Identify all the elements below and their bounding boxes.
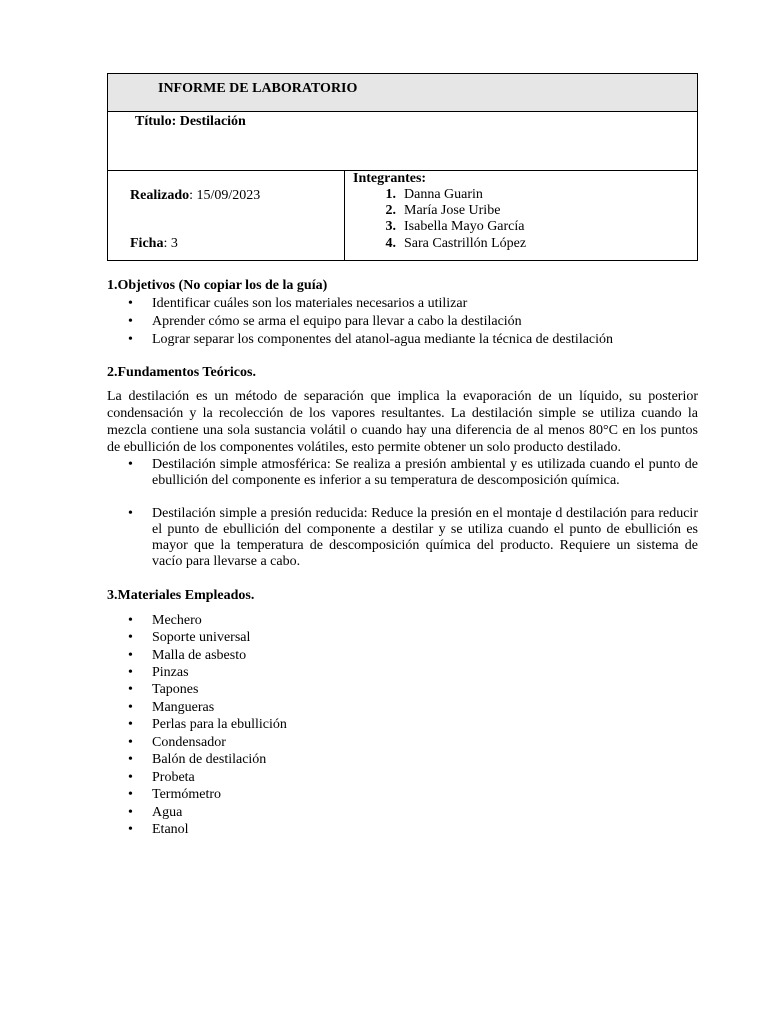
material-item (128, 648, 246, 664)
bullet-icon: • (128, 648, 133, 663)
bullet-icon: • (128, 630, 133, 645)
ficha-line (130, 236, 178, 252)
material-text: Etanol (152, 822, 189, 837)
material-text: Mangueras (152, 700, 215, 715)
member-item (371, 236, 526, 252)
bullet-icon: • (128, 822, 133, 837)
fundamento-item (128, 457, 698, 489)
header-subtitle-row (108, 111, 697, 171)
bullet-icon: • (128, 457, 133, 472)
section-fundamentos-title: 2.Fundamentos Teóricos. (107, 365, 256, 380)
member-name: Sara Castrillón López (404, 236, 527, 251)
material-item (128, 787, 221, 803)
member-name: Isabella Mayo García (404, 219, 525, 234)
fundamento-item (128, 506, 698, 570)
objetivo-text: Identificar cuáles son los materiales necesarios a utilizar (152, 296, 468, 311)
section-materiales-title: 3.Materiales Empleados. (107, 588, 255, 603)
integrantes-cell (344, 170, 697, 260)
member-name: María Jose Uribe (404, 203, 501, 218)
bullet-icon: • (128, 717, 133, 732)
material-item (128, 613, 202, 629)
member-name: Danna Guarin (404, 187, 483, 202)
material-item (128, 665, 189, 681)
material-text: Perlas para la ebullición (152, 717, 287, 732)
objetivo-item (128, 296, 467, 312)
realizado-value: : 15/09/2023 (189, 188, 261, 203)
member-number: 3. (385, 219, 396, 234)
header-table (107, 73, 698, 261)
material-item (128, 770, 195, 786)
section-objetivos-title: 1.Objetivos (No copiar los de la guía) (107, 278, 328, 293)
objetivo-text: Aprender cómo se arma el equipo para llevar a cabo la destilación (152, 314, 522, 329)
member-number: 4. (385, 236, 396, 251)
objetivo-text: Lograr separar los componentes del atanol-agua mediante la técnica de destilación (152, 332, 614, 347)
material-text: Agua (152, 805, 183, 820)
fundamento-text: Destilación simple a presión reducida: Reduce la presión en el montaje d destilación para reducir el punto de ebullición del componente a destilar y se utiliza cuando el punto de ebullición es mayor que la temperatura de descomposición química del producto. Requiere un sistema de vacío para llevarse a cabo. (152, 506, 698, 569)
bullet-icon: • (128, 296, 133, 311)
material-item (128, 682, 198, 698)
bullet-icon: • (128, 506, 133, 521)
bullet-icon: • (128, 700, 133, 715)
objetivo-item (128, 332, 613, 348)
bullet-icon: • (128, 682, 133, 697)
material-text: Malla de asbesto (152, 648, 247, 663)
ficha-label: Ficha (130, 236, 164, 251)
material-item (128, 735, 226, 751)
ficha-value: : 3 (163, 236, 178, 251)
material-item (128, 717, 287, 733)
objetivo-item (128, 314, 522, 330)
integrantes-title: Integrantes: (353, 171, 427, 186)
bullet-icon: • (128, 613, 133, 628)
material-text: Condensador (152, 735, 226, 750)
material-item (128, 805, 182, 821)
material-text: Soporte universal (152, 630, 251, 645)
bullet-icon: • (128, 735, 133, 750)
member-item (371, 219, 525, 235)
material-item (128, 700, 214, 716)
realizado-label: Realizado (130, 188, 190, 203)
report-title: INFORME DE LABORATORIO (158, 81, 358, 96)
bullet-icon: • (128, 752, 133, 767)
material-item (128, 822, 189, 838)
bullet-icon: • (128, 787, 133, 802)
member-number: 1. (385, 187, 396, 202)
member-number: 2. (385, 203, 396, 218)
material-text: Probeta (152, 770, 195, 785)
material-text: Balón de destilación (152, 752, 267, 767)
material-text: Pinzas (152, 665, 189, 680)
fundamentos-paragraph: La destilación es un método de separación que implica la evaporación de un líquido, su posterior condensación y la recolección de los vapores resultantes. La destilación simple se utiliza cuando la mezcla contiene una sola sustancia volátil o cuando hay una diferencia de al menos 80°C en los puntos de ebullición de los componentes volátiles, esto permite obtener un solo producto destilado. (107, 389, 698, 455)
material-item (128, 752, 266, 768)
report-subtitle: Título: Destilación (135, 114, 246, 129)
member-item (371, 203, 500, 219)
material-text: Mechero (152, 613, 202, 628)
member-item (371, 187, 483, 203)
header-title-row (108, 74, 697, 112)
material-text: Termómetro (152, 787, 221, 802)
fundamento-text: Destilación simple atmosférica: Se realiza a presión ambiental y es utilizada cuando el punto de ebullición del componente es inferior a su temperatura de descomposición química. (152, 457, 698, 488)
material-item (128, 630, 250, 646)
bullet-icon: • (128, 332, 133, 347)
bullet-icon: • (128, 665, 133, 680)
material-text: Tapones (152, 682, 199, 697)
bullet-icon: • (128, 770, 133, 785)
header-info-cell (108, 170, 345, 260)
bullet-icon: • (128, 314, 133, 329)
realizado-line (130, 188, 260, 204)
bullet-icon: • (128, 805, 133, 820)
